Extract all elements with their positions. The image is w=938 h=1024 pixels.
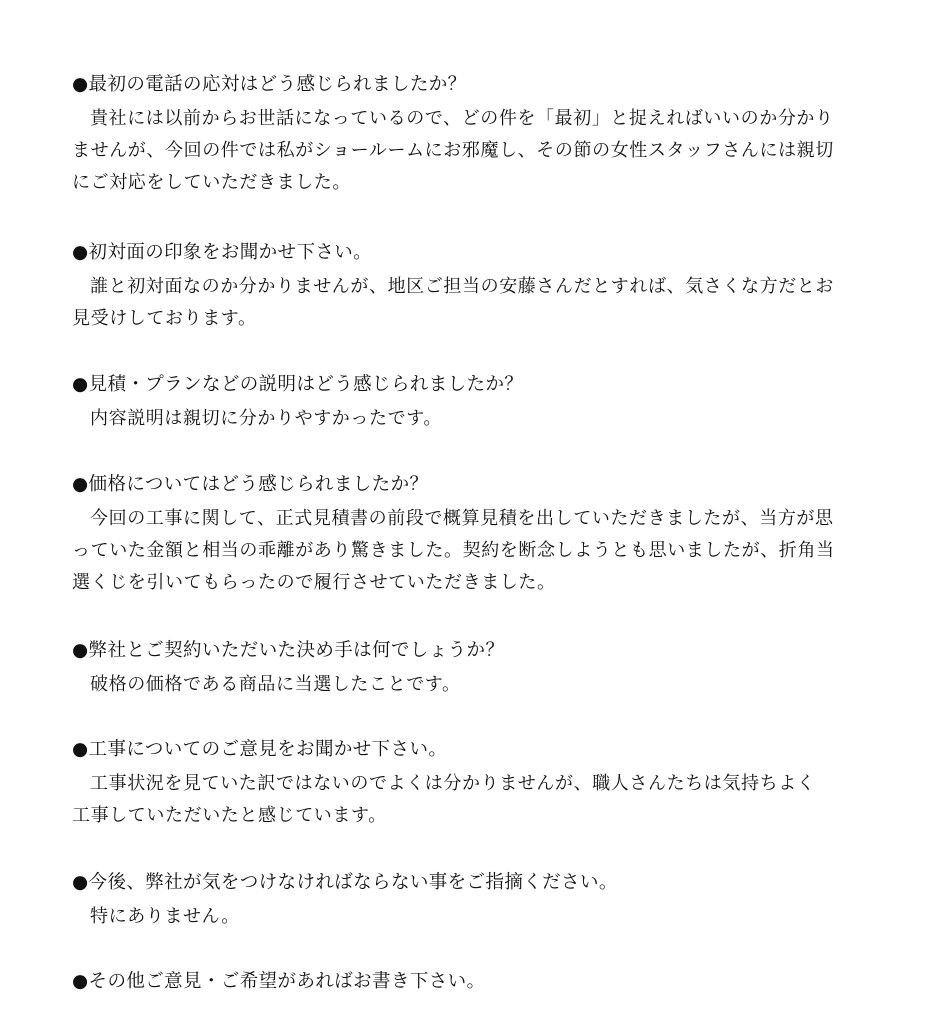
question-text: ●最初の電話の応対はどう感じられましたか？ [72, 74, 467, 95]
qa-first-call [72, 72, 872, 199]
qa-construction-opinion [72, 737, 872, 832]
answer-line: 工事状況を見ていた訳ではないのでよくは分かりませんが、職人さんたちは気持ちよく [90, 773, 816, 794]
answer-text [72, 103, 872, 199]
qa-price [72, 472, 872, 599]
qa-estimate-explanation [72, 372, 872, 435]
question-text: ●弊社とご契約いただいた決め手は何でしょうか？ [72, 640, 505, 661]
question-text: ●工事についてのご意見をお聞かせ下さい。 [72, 739, 448, 760]
qa-contract-reason [72, 638, 872, 701]
question-text: ●見積・プランなどの説明はどう感じられましたか？ [72, 374, 524, 395]
question-text: ●その他ご意見・ご希望があればお書き下さい。 [72, 971, 486, 992]
answer-line: 特にありません。 [90, 906, 240, 927]
answer-line: 工事していただいたと感じています。 [72, 805, 387, 826]
answer-line: っていた金額と相当の乖離があり驚きました。契約を断念しようとも思いましたが、折角当 [72, 540, 835, 561]
answer-text [72, 669, 872, 701]
answer-text [72, 503, 872, 599]
qa-other-comments [72, 969, 872, 995]
answer-line: 今回の工事に関して、正式見積書の前段で概算見積を出していただきましたが、当方が思 [90, 508, 834, 529]
answer-text [72, 271, 872, 335]
answer-line: 選くじを引いてもらったので履行させていただきました。 [72, 572, 556, 593]
answer-text [72, 901, 872, 933]
answer-line: 破格の価格である商品に当選したことです。 [90, 674, 461, 695]
answer-line: 貴社には以前からお世話になっているので、どの件を「最初」と捉えればいいのか分かり [90, 108, 834, 129]
answer-text [72, 403, 872, 435]
answer-line: 内容説明は親切に分かりやすかったです。 [90, 408, 442, 429]
answer-line: 見受けしております。 [72, 308, 257, 329]
qa-points-to-improve [72, 870, 872, 933]
qa-first-impression [72, 240, 872, 335]
question-text: ●価格についてはどう感じられましたか？ [72, 474, 429, 495]
answer-line: 誰と初対面なのか分かりませんが、地区ご担当の安藤さんだとすれば、気さくな方だとお [90, 276, 834, 297]
answer-line: ませんが、今回の件では私がショールームにお邪魔し、その節の女性スタッフさんには親切 [72, 140, 834, 161]
answer-text [72, 768, 872, 832]
question-text: ●初対面の印象をお聞かせ下さい。 [72, 242, 373, 263]
question-text: ●今後、弊社が気をつけなければならない事をご指摘ください。 [72, 872, 618, 893]
answer-line: にご対応をしていただきました。 [72, 172, 351, 193]
